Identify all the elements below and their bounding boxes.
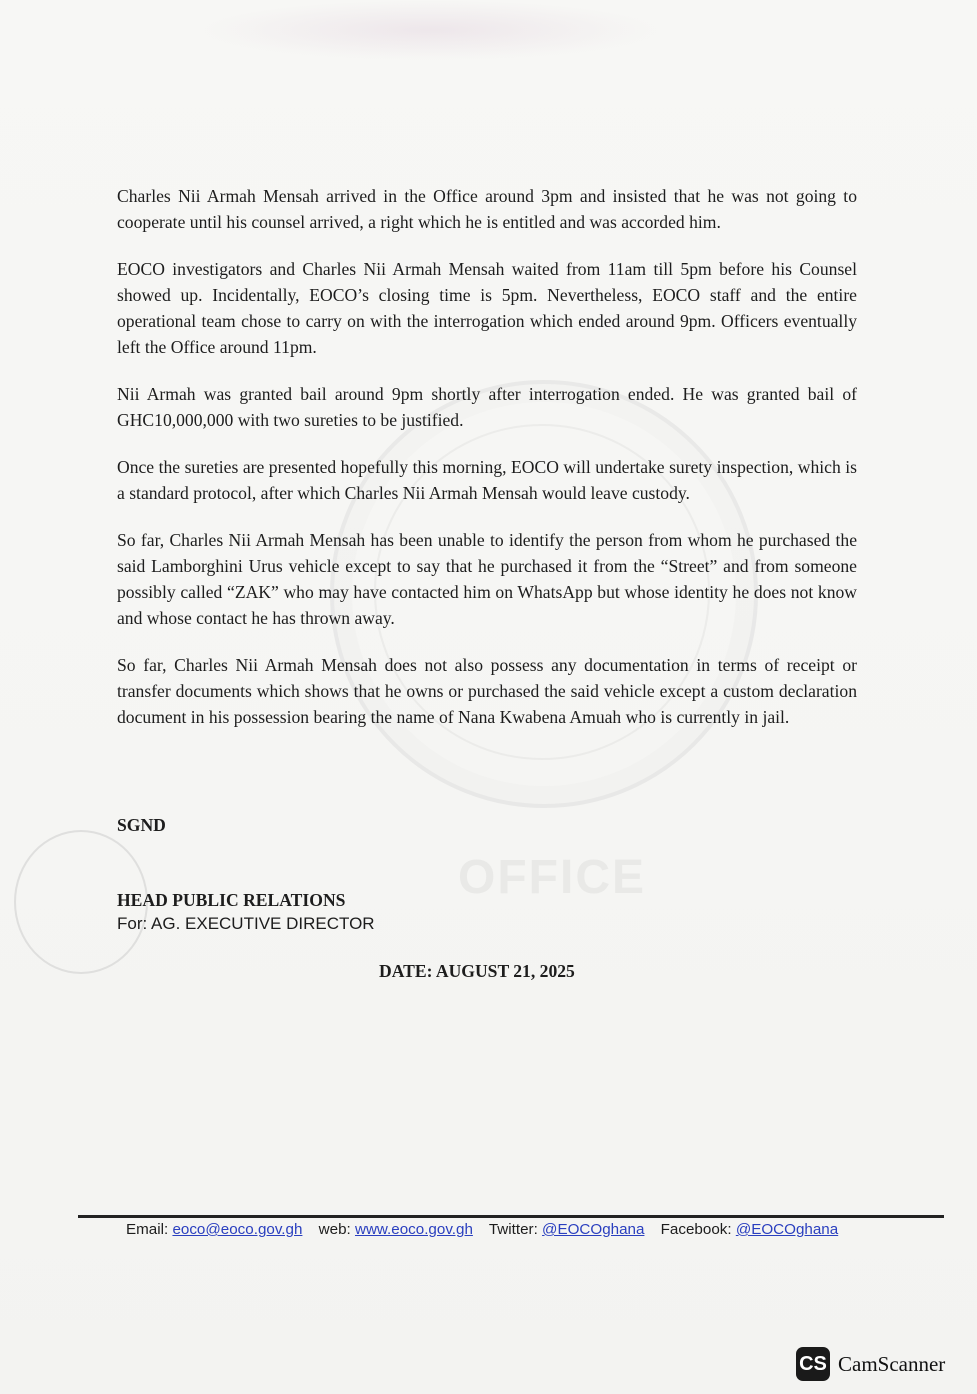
email-link[interactable]: eoco@eoco.gov.gh: [172, 1221, 303, 1238]
camscanner-watermark: [796, 1347, 945, 1381]
header-faded-region: [200, 0, 660, 60]
camscanner-label: CamScanner: [838, 1351, 946, 1376]
twitter-link[interactable]: @EOCOghana: [542, 1221, 645, 1238]
footer-divider: [78, 1215, 944, 1218]
paragraph: So far, Charles Nii Armah Mensah has been unable to identify the person from whom he purchased the said Lamborghini Urus vehicle except to say that he purchased it from the “Street” and from someone possibly called “ZAK” who may have contacted him on WhatsApp but whose identity he does not know and whose contact he has thrown away.: [117, 530, 857, 628]
signatory-title: HEAD PUBLIC RELATIONS: [117, 890, 346, 910]
paragraph: Charles Nii Armah Mensah arrived in the Office around 3pm and insisted that he was not going to cooperate until his counsel arrived, a right which he is entitled and was accorded him.: [117, 186, 857, 232]
paragraph: Once the sureties are presented hopefully this morning, EOCO will undertake surety inspection, which is a standard protocol, after which Charles Nii Armah Mensah would leave custody.: [117, 457, 857, 503]
paragraph: EOCO investigators and Charles Nii Armah Mensah waited from 11am till 5pm before his Counsel showed up. Incidentally, EOCO’s closing time is 5pm. Nevertheless, EOCO staff and the entire operational team chose to carry on with the interrogation which ended around 9pm. Officers eventually left the Office around 11pm.: [117, 259, 857, 357]
contact-footer: [126, 1221, 838, 1238]
facebook-label: Facebook:: [660, 1221, 732, 1238]
signatory-for-line: For: AG. EXECUTIVE DIRECTOR: [117, 914, 375, 933]
camscanner-logo-icon: CS: [796, 1347, 830, 1381]
facebook-link[interactable]: @EOCOghana: [735, 1221, 839, 1238]
press-release-body: [117, 183, 857, 751]
twitter-label: Twitter:: [488, 1221, 538, 1238]
paragraph: Nii Armah was granted bail around 9pm shortly after interrogation ended. He was granted bail of GHC10,000,000 with two sureties to be justified.: [117, 384, 857, 430]
seal-watermark-word: OFFICE: [458, 851, 646, 904]
document-date: DATE: AUGUST 21, 2025: [379, 961, 575, 981]
signed-label: SGND: [117, 815, 166, 835]
paragraph: So far, Charles Nii Armah Mensah does not also possess any documentation in terms of receipt or transfer documents which shows that he owns or purchased the said vehicle except a custom declaration document in his possession bearing the name of Nana Kwabena Amuah who is currently in jail.: [117, 655, 857, 727]
web-label: web:: [318, 1221, 351, 1238]
website-link[interactable]: www.eoco.gov.gh: [354, 1221, 473, 1238]
email-label: Email:: [126, 1221, 169, 1238]
